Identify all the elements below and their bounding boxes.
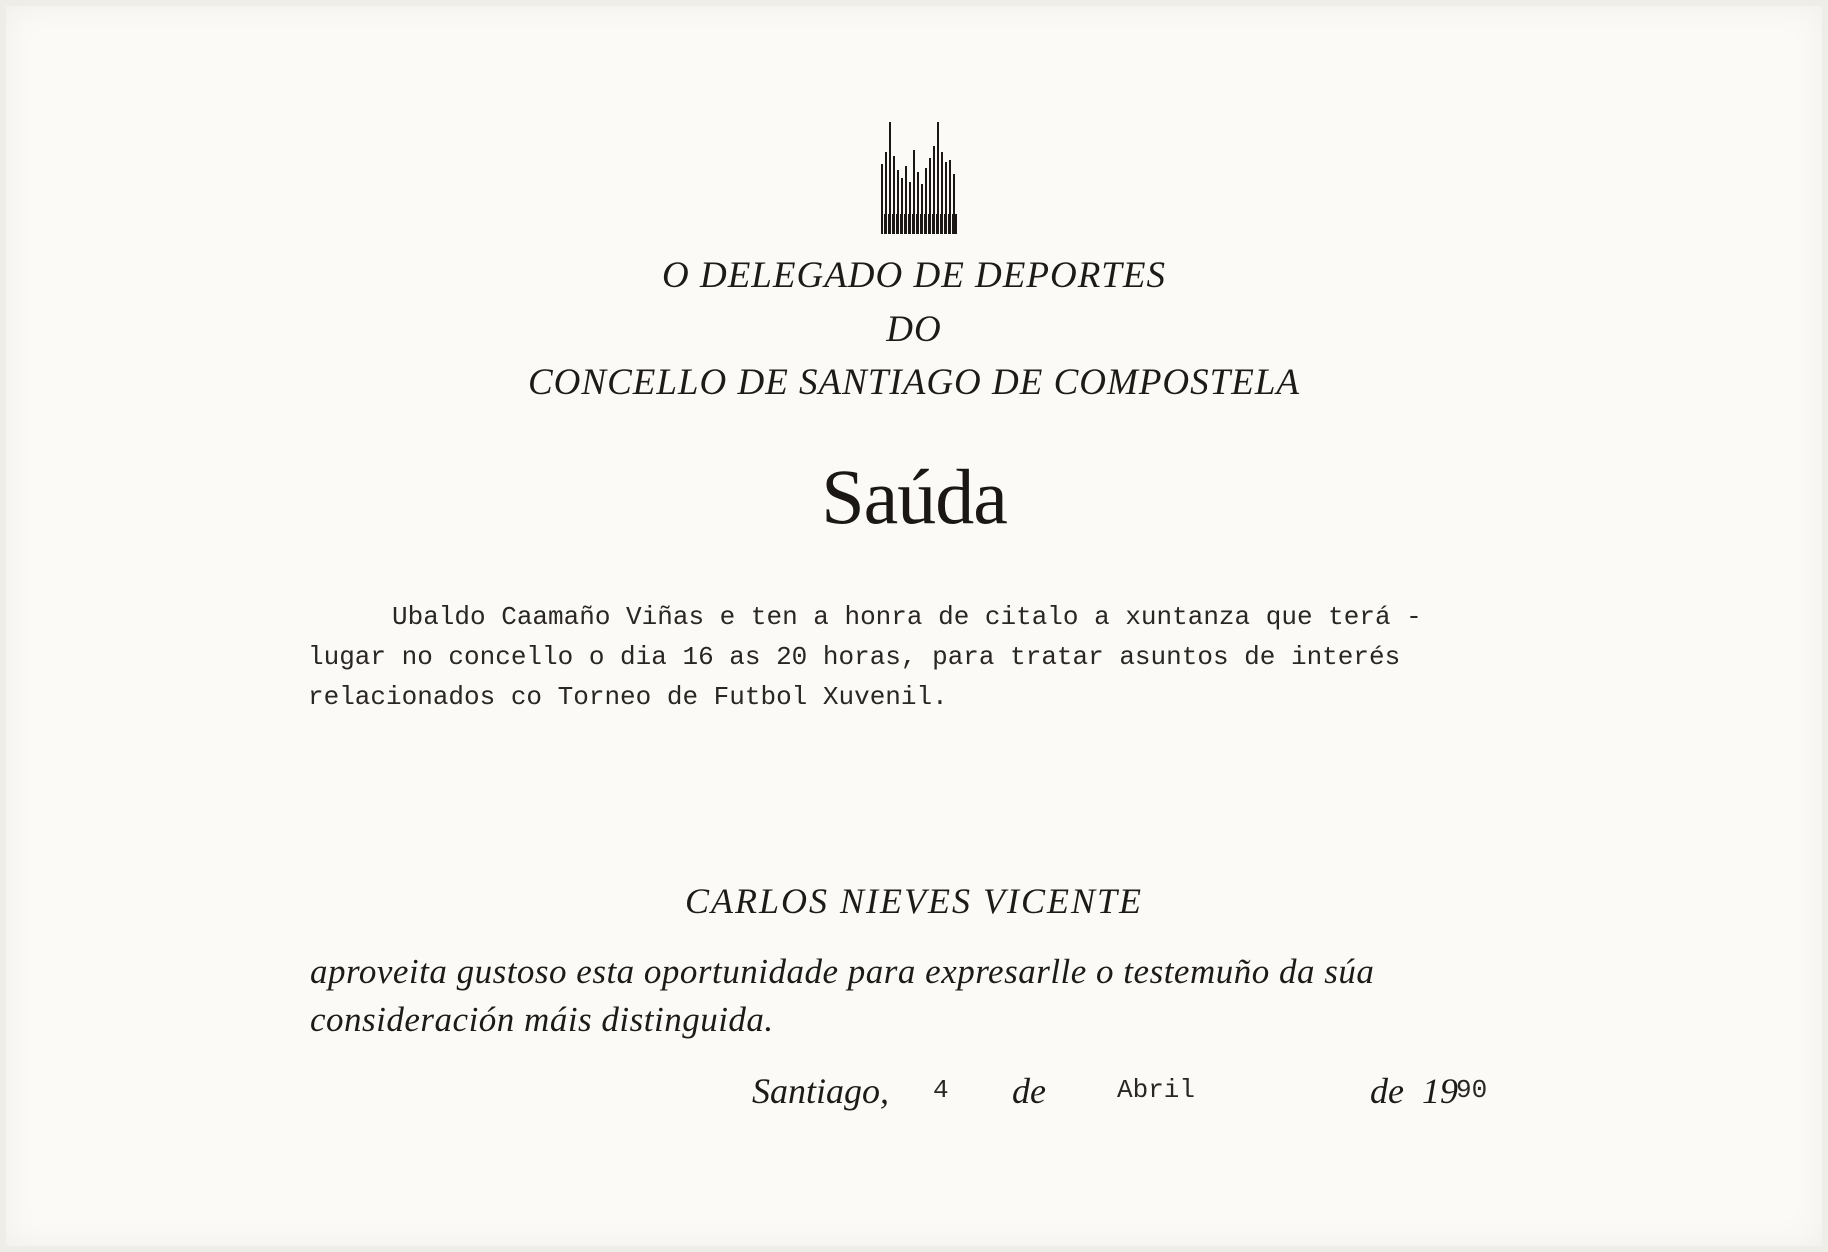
salutation-heading: Saúda: [821, 453, 1007, 540]
date-de-1: de: [1012, 1071, 1046, 1111]
typed-body-line-2: lugar no concello o dia 16 as 20 horas, para tratar asuntos de interés: [308, 642, 1401, 672]
date-de-2: de: [1370, 1071, 1404, 1111]
signer-name: CARLOS NIEVES VICENTE: [685, 881, 1143, 921]
header-title-line-2: DO: [886, 309, 942, 350]
date-day: 4: [933, 1075, 949, 1105]
closing-line-1: aproveita gustoso esta oportunidade para expresarlle o testemuño da súa: [310, 952, 1375, 991]
cathedral-bars-logo-icon: [881, 122, 957, 234]
closing-line-2: consideración máis distinguida.: [310, 1000, 774, 1039]
header-title-line-1: O DELEGADO DE DEPORTES: [662, 255, 1166, 296]
header-title-line-3: CONCELLO DE SANTIAGO DE COMPOSTELA: [528, 362, 1300, 403]
date-year-printed: 19: [1422, 1071, 1458, 1111]
date-place: Santiago,: [752, 1071, 890, 1111]
date-month: Abril: [1117, 1075, 1196, 1105]
date-year-typed: 90: [1456, 1075, 1488, 1105]
typed-body-line-1: Ubaldo Caamaño Viñas e ten a honra de citalo a xuntanza que terá -: [392, 602, 1422, 632]
typed-body-line-3: relacionados co Torneo de Futbol Xuvenil.: [308, 682, 948, 712]
